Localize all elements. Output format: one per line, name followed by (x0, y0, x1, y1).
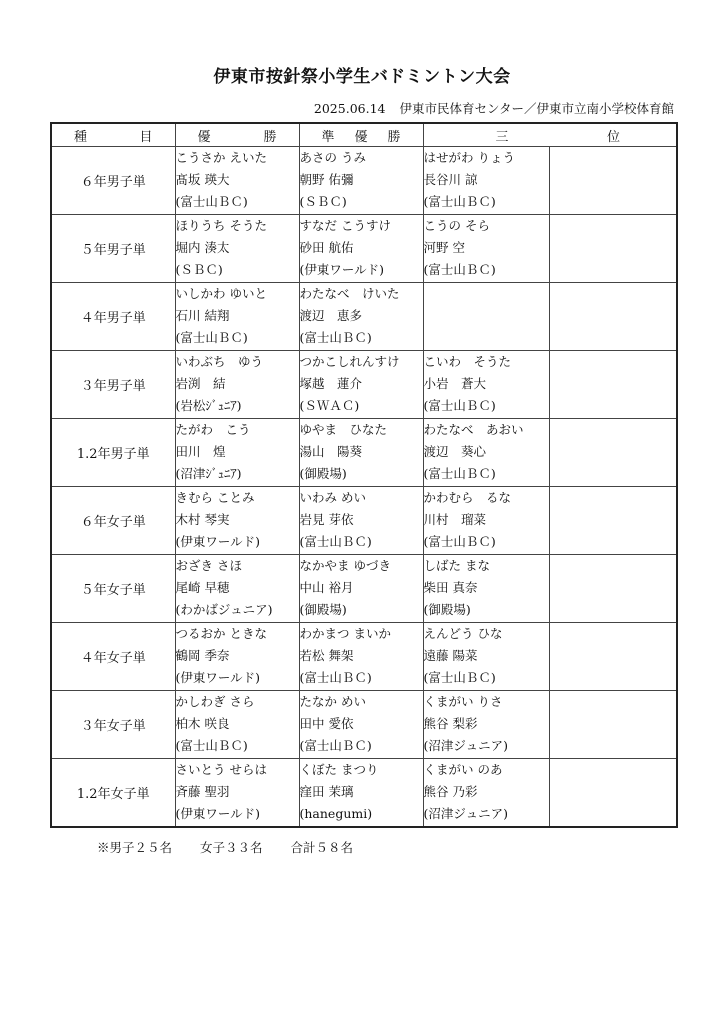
player-name: 木村 琴実 (175, 512, 230, 527)
winner-cell (175, 283, 299, 351)
player-reading: わたなべ あおい (423, 422, 524, 437)
player-reading: わたなべ けいた (299, 286, 400, 301)
third-place-cell (423, 759, 549, 828)
third-place-cell (423, 487, 549, 555)
female-count: 女子３３名 (200, 840, 263, 855)
player-reading (550, 623, 677, 645)
player-name: 堀内 湊太 (175, 240, 230, 255)
player-club: (ＳＢＣ) (175, 262, 223, 277)
player-reading: きむら ことみ (175, 490, 255, 505)
player-reading: おざき さほ (175, 558, 242, 573)
player-reading (550, 351, 677, 373)
player-name (550, 577, 677, 599)
male-count: ※男子２５名 (97, 840, 173, 855)
event-date: 2025.06.14 (313, 101, 386, 116)
player-club: (岩松ｼﾞｭﾆｱ) (175, 398, 242, 413)
player-club: (御殿場) (423, 602, 471, 617)
player-club: (伊東ワールド) (175, 534, 261, 549)
player-name: 塚越 蓮介 (299, 376, 363, 391)
third-place-cell-2 (549, 555, 677, 623)
player-name (424, 305, 549, 327)
player-club (550, 531, 677, 553)
player-name: 田中 愛依 (299, 716, 354, 731)
category-cell: ３年男子単 (51, 351, 175, 419)
player-name (550, 373, 677, 395)
player-name: 渡辺 葵心 (423, 444, 487, 459)
page-title: 伊東市按針祭小学生バドミントン大会 (213, 67, 511, 87)
player-name: 岩渕 結 (175, 376, 226, 391)
player-club: (富士山ＢＣ) (423, 194, 496, 209)
player-reading: はせがわ りょう (423, 150, 515, 165)
third-place-cell-2 (549, 691, 677, 759)
player-club (424, 327, 549, 349)
player-club: (富士山ＢＣ) (175, 738, 248, 753)
category-cell: ３年女子単 (51, 691, 175, 759)
player-club: (ＳＢＣ) (299, 194, 347, 209)
player-reading (550, 147, 677, 169)
runner-up-cell (299, 691, 423, 759)
player-name (550, 509, 677, 531)
player-club (550, 463, 677, 485)
player-club (550, 191, 677, 213)
winner-cell (175, 623, 299, 691)
player-reading: つるおか ときな (175, 626, 267, 641)
results-body (51, 147, 677, 828)
runner-up-cell (299, 623, 423, 691)
player-name: 砂田 航佑 (299, 240, 354, 255)
third-place-cell-2 (549, 147, 677, 215)
player-club: (富士山ＢＣ) (423, 262, 496, 277)
total-count: 合計５８名 (290, 840, 354, 855)
player-name: 川村 瑠菜 (423, 512, 487, 527)
third-place-cell (423, 351, 549, 419)
third-place-cell-2 (549, 283, 677, 351)
third-place-cell-2 (549, 759, 677, 828)
table-row (51, 283, 677, 351)
winner-cell (175, 147, 299, 215)
player-club: (富士山ＢＣ) (175, 330, 248, 345)
player-reading (550, 759, 677, 781)
header-runner-up: 準 優 勝 (299, 123, 423, 147)
results-table (50, 122, 678, 828)
player-club: (富士山ＢＣ) (299, 534, 372, 549)
player-name (550, 713, 677, 735)
player-reading: いしかわ ゆいと (175, 286, 267, 301)
table-row (51, 555, 677, 623)
player-name: 若松 舞架 (299, 648, 354, 663)
table-row (51, 147, 677, 215)
category-cell: 1.2年女子単 (51, 759, 175, 828)
player-club: (富士山ＢＣ) (423, 670, 496, 685)
player-reading: すなだ こうすけ (299, 218, 391, 233)
third-place-cell-2 (549, 623, 677, 691)
category-cell: ６年男子単 (51, 147, 175, 215)
player-name: 小岩 蒼大 (423, 376, 487, 391)
header-category: 種 目 (51, 123, 175, 147)
player-club: (伊東ワールド) (175, 670, 261, 685)
player-club: (ＳＷＡＣ) (299, 398, 360, 413)
player-club (550, 667, 677, 689)
table-row (51, 759, 677, 828)
player-reading: くまがい のあ (423, 762, 503, 777)
runner-up-cell (299, 759, 423, 828)
winner-cell (175, 759, 299, 828)
runner-up-cell (299, 487, 423, 555)
winner-cell (175, 691, 299, 759)
player-club (550, 803, 677, 825)
header-third: 三 位 (423, 123, 677, 147)
player-club: (富士山ＢＣ) (299, 330, 372, 345)
player-reading: ほりうち そうた (175, 218, 267, 233)
player-reading: こうの そら (423, 218, 490, 233)
table-row (51, 351, 677, 419)
player-name (550, 237, 677, 259)
runner-up-cell (299, 419, 423, 487)
player-club: (富士山ＢＣ) (423, 534, 496, 549)
player-reading (550, 283, 677, 305)
table-row (51, 623, 677, 691)
player-reading: いわみ めい (299, 490, 366, 505)
player-name (550, 781, 677, 803)
player-reading: えんどう ひな (423, 626, 503, 641)
winner-cell (175, 555, 299, 623)
winner-cell (175, 215, 299, 283)
runner-up-cell (299, 555, 423, 623)
player-name: 渡辺 恵多 (299, 308, 363, 323)
player-club: (富士山ＢＣ) (423, 398, 496, 413)
event-info (314, 99, 674, 117)
player-name: 湯山 陽葵 (299, 444, 363, 459)
player-club: (hanegumi) (299, 806, 373, 821)
runner-up-cell (299, 147, 423, 215)
player-name: 尾崎 早穂 (175, 580, 230, 595)
third-place-cell-2 (549, 351, 677, 419)
player-name: 中山 裕月 (299, 580, 354, 595)
player-club: (沼津ジュニア) (423, 738, 509, 753)
participant-count-note (97, 838, 353, 856)
winner-cell (175, 487, 299, 555)
player-club (550, 599, 677, 621)
player-name: 髙坂 瑛大 (175, 172, 230, 187)
third-place-cell (423, 555, 549, 623)
winner-cell (175, 419, 299, 487)
player-club (550, 735, 677, 757)
player-reading (550, 215, 677, 237)
player-reading: ゆやま ひなた (299, 422, 388, 437)
player-name: 柏木 咲良 (175, 716, 230, 731)
player-club: (伊東ワールド) (299, 262, 385, 277)
player-reading: つかこしれんすけ (299, 354, 400, 369)
header-row (51, 123, 677, 147)
player-club (550, 327, 677, 349)
category-cell: ５年女子単 (51, 555, 175, 623)
player-name: 朝野 佑彌 (299, 172, 354, 187)
player-reading: たがわ こう (175, 422, 251, 437)
player-club: (富士山ＢＣ) (299, 670, 372, 685)
player-name: 鶴岡 季奈 (175, 648, 230, 663)
third-place-cell-2 (549, 215, 677, 283)
player-name: 石川 結翔 (175, 308, 230, 323)
player-reading (550, 555, 677, 577)
player-name: 柴田 真奈 (423, 580, 478, 595)
player-reading: こいわ そうた (423, 354, 512, 369)
player-reading: くぼた まつり (299, 762, 379, 777)
player-name: 岩見 芽依 (299, 512, 354, 527)
player-reading (424, 283, 549, 305)
category-cell: ４年男子単 (51, 283, 175, 351)
player-name: 遠藤 陽菜 (423, 648, 478, 663)
category-cell: ６年女子単 (51, 487, 175, 555)
player-name (550, 305, 677, 327)
player-reading: なかやま ゆづき (299, 558, 391, 573)
player-reading: かわむら るな (423, 490, 512, 505)
player-name: 窪田 茉璃 (299, 784, 354, 799)
player-reading (550, 419, 677, 441)
player-name: 河野 空 (423, 240, 465, 255)
player-reading: しばた まな (423, 558, 490, 573)
table-row (51, 419, 677, 487)
third-place-cell (423, 147, 549, 215)
third-place-cell (423, 283, 549, 351)
category-cell: 1.2年男子単 (51, 419, 175, 487)
player-reading (550, 487, 677, 509)
third-place-cell (423, 623, 549, 691)
third-place-cell-2 (549, 487, 677, 555)
runner-up-cell (299, 215, 423, 283)
player-club (550, 395, 677, 417)
player-reading: さいとう せらは (175, 762, 267, 777)
header-winner: 優 勝 (175, 123, 299, 147)
player-reading: あさの うみ (299, 150, 366, 165)
third-place-cell (423, 419, 549, 487)
player-reading (550, 691, 677, 713)
player-name: 熊谷 乃彩 (423, 784, 478, 799)
table-row (51, 487, 677, 555)
player-club: (沼津ジュニア) (423, 806, 509, 821)
player-name: 長谷川 諒 (423, 172, 478, 187)
runner-up-cell (299, 351, 423, 419)
event-venue: 伊東市民体育センター／伊東市立南小学校体育館 (399, 101, 674, 116)
player-name: 熊谷 梨彩 (423, 716, 478, 731)
player-club: (わかばジュニア) (175, 602, 273, 617)
player-name (550, 169, 677, 191)
player-reading: わかまつ まいか (299, 626, 391, 641)
player-club: (御殿場) (299, 602, 347, 617)
category-cell: ４年女子単 (51, 623, 175, 691)
table-row (51, 215, 677, 283)
third-place-cell-2 (549, 419, 677, 487)
third-place-cell (423, 691, 549, 759)
player-club: (伊東ワールド) (175, 806, 261, 821)
player-club (550, 259, 677, 281)
player-reading: いわぶち ゆう (175, 354, 264, 369)
player-club: (富士山ＢＣ) (299, 738, 372, 753)
player-name (550, 441, 677, 463)
third-place-cell (423, 215, 549, 283)
player-club: (御殿場) (299, 466, 347, 481)
runner-up-cell (299, 283, 423, 351)
player-reading: かしわぎ さら (175, 694, 255, 709)
player-club: (富士山ＢＣ) (175, 194, 248, 209)
player-reading: こうさか えいた (175, 150, 267, 165)
player-name: 斉藤 聖羽 (175, 784, 230, 799)
player-club: (沼津ｼﾞｭﾆｱ) (175, 466, 242, 481)
player-name: 田川 煌 (175, 444, 226, 459)
category-cell: ５年男子単 (51, 215, 175, 283)
player-reading: くまがい りさ (423, 694, 503, 709)
player-reading: たなか めい (299, 694, 366, 709)
player-club: (富士山ＢＣ) (423, 466, 496, 481)
winner-cell (175, 351, 299, 419)
player-name (550, 645, 677, 667)
table-row (51, 691, 677, 759)
